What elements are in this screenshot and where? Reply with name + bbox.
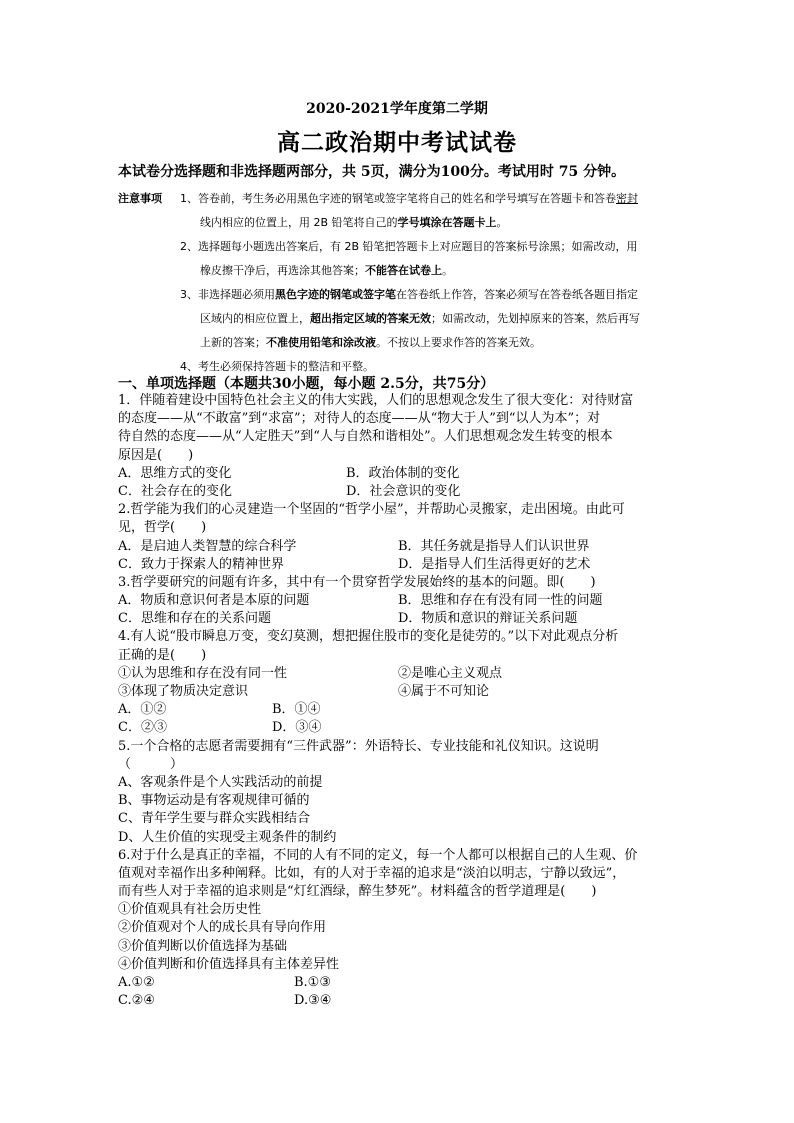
option-b: B．①④ bbox=[272, 702, 321, 718]
notes-label: 注意事项 bbox=[118, 192, 162, 205]
question-4-stem-1: 4.有人说“股市瞬息万变，变幻莫测，想把握住股市的变化是徒劳的。”以下对此观点分析 bbox=[118, 629, 619, 645]
option-d: D．社会意识的变化 bbox=[346, 483, 461, 499]
statement-4: ④属于不可知论 bbox=[398, 684, 490, 699]
question-1-stem-2: 的态度——从“不敢富”到“求富”；对待人的态度——从“物大于人”到“以人为本”；对 bbox=[118, 411, 601, 427]
question-5-stem-1: 5.一个合格的志愿者需要拥有“三件武器”：外语特长、专业技能和礼仪知识。这说明 bbox=[118, 738, 599, 754]
option-c: C.②④ bbox=[118, 993, 155, 1009]
option-c: C．社会存在的变化 bbox=[118, 483, 232, 499]
note-3-text-d: 区域内的相应位置上， bbox=[200, 312, 310, 325]
statement-3: ③体现了物质决定意识 bbox=[118, 684, 249, 699]
note-1-text-a: 1、答卷前，考生务必用黑色字迹的钢笔或签字笔将自己的姓名和学号填写在答题卡和答卷 bbox=[180, 192, 616, 205]
question-6-statement-3: ③价值判断以价值选择为基础 bbox=[118, 938, 288, 954]
note-3-text-h: 不准使用铅笔和涂改液 bbox=[266, 336, 376, 349]
note-1-text-c: 线内相应的位置上，用 2B 铅笔将自己的 bbox=[200, 216, 398, 229]
question-6-options-row-1 bbox=[118, 974, 680, 992]
note-3-text-e: 超出指定区域的答案无效 bbox=[310, 312, 431, 325]
question-3-stem-1: 3.哲学要研究的问题有许多，其中有一个贯穿哲学发展始终的基本的问题。即( ) bbox=[118, 574, 596, 590]
note-1-text-e: 。 bbox=[496, 216, 508, 229]
option-b: B．其任务就是指导人们认识世界 bbox=[398, 538, 590, 554]
exam-intro: 本试卷分选择题和非选择题两部分，共 5页，满分为100分。考试用时 75 分钟。 bbox=[118, 164, 626, 180]
option-b: B.①③ bbox=[294, 975, 331, 990]
statement-1: ①认为思维和存在没有同一性 bbox=[118, 665, 288, 681]
question-4-statements-row-2 bbox=[118, 683, 680, 701]
note-3-text-a: 3、非选择题必须用 bbox=[180, 288, 275, 301]
question-5-option-d: D、人生价值的实现受主观条件的制约 bbox=[118, 829, 337, 845]
note-2-text-c: 不能答在试卷上 bbox=[365, 264, 442, 277]
option-c: C．思维和存在的关系问题 bbox=[118, 611, 271, 627]
question-4-options-row-1 bbox=[118, 701, 680, 719]
question-5-option-b: B、事物运动是有客观规律可循的 bbox=[118, 793, 310, 809]
question-2-stem-2: 见，哲学( ) bbox=[118, 520, 207, 536]
question-1-stem-4: 原因是( ) bbox=[118, 447, 194, 463]
statement-2: ②是唯心主义观点 bbox=[398, 665, 503, 681]
note-3-text-g: 上新的答案； bbox=[200, 336, 266, 349]
question-1-options-row-1 bbox=[118, 465, 680, 483]
question-4-stem-2: 正确的是( ) bbox=[118, 647, 207, 663]
section-heading: 一、单项选择题（本题共30小题，每小题 2.5分，共75分） bbox=[118, 376, 495, 392]
note-1-cont bbox=[200, 211, 700, 235]
option-d: D．③④ bbox=[272, 720, 322, 736]
question-list bbox=[118, 392, 680, 1010]
question-6-stem-3: 而有些人对于幸福的追求则是“灯红酒绿，醉生梦死”。材料蕴含的哲学道理是( ) bbox=[118, 884, 597, 900]
question-5-stem-2: （ ） bbox=[118, 756, 184, 772]
option-a: A．①② bbox=[118, 702, 167, 718]
note-4: 4、考生必须保持答题卡的整洁和平整。 bbox=[180, 360, 374, 373]
question-1-stem-1: 1．伴随着建设中国特色社会主义的伟大实践，人们的思想观念发生了很大变化：对待财富 bbox=[118, 393, 634, 408]
exam-title: 高二政治期中考试试卷 bbox=[277, 129, 517, 156]
question-5-option-a: A、客观条件是个人实践活动的前提 bbox=[118, 774, 323, 790]
question-4-statements-row-1 bbox=[118, 665, 680, 683]
note-3-cont bbox=[200, 307, 700, 331]
question-6-stem-1: 6.对于什么是真正的幸福，不同的人有不同的定义，每一个人都可以根据自己的人生观、价 bbox=[118, 847, 638, 863]
note-3-text-c: 在答卷纸上作答，答案必须写在答卷纸各题目指定 bbox=[396, 288, 638, 301]
note-3-text-i: 。不按以上要求作答的答案无效。 bbox=[376, 336, 541, 349]
option-c: C．②③ bbox=[118, 720, 167, 736]
option-a: A．是启迪人类智慧的综合科学 bbox=[118, 538, 297, 554]
note-3-text-f: ；如需改动，先划掉原来的答案，然后再写 bbox=[431, 312, 640, 325]
note-3-text-b: 黑色字迹的钢笔或签字笔 bbox=[275, 288, 396, 301]
question-6-statement-1: ①价值观具有社会历史性 bbox=[118, 902, 262, 918]
question-2-options-row-1 bbox=[118, 538, 680, 556]
option-a: A．物质和意识何者是本原的问题 bbox=[118, 593, 310, 609]
option-a: A.①② bbox=[118, 975, 155, 990]
note-2-text-d: 。 bbox=[442, 264, 453, 277]
note-2-cont bbox=[200, 259, 700, 283]
question-6-statement-2: ②价值观对个人的成长具有导向作用 bbox=[118, 920, 327, 936]
option-d: D．物质和意识的辩证关系问题 bbox=[398, 611, 578, 627]
option-d: D.③④ bbox=[294, 993, 332, 1009]
option-b: B．政治体制的变化 bbox=[346, 465, 460, 481]
question-1-options-row-2 bbox=[118, 483, 680, 501]
question-6-statement-4: ④价值判断和价值选择具有主体差异性 bbox=[118, 956, 340, 972]
note-2-text-b: 橡皮擦干净后，再选涂其他答案； bbox=[200, 264, 365, 277]
semester-title: 2020-2021学年度第二学期 bbox=[306, 101, 488, 117]
note-3 bbox=[180, 283, 680, 307]
question-5-option-c: C、青年学生要与群众实践相结合 bbox=[118, 811, 310, 827]
note-3-cont2 bbox=[200, 331, 700, 355]
note-1-text-b: 密封 bbox=[616, 192, 638, 205]
option-b: B．思维和存在有没有同一性的问题 bbox=[398, 593, 603, 609]
option-a: A．思维方式的变化 bbox=[118, 465, 232, 481]
question-1-stem-3: 待自然的态度——从“人定胜天”到“人与自然和谐相处”。人们思想观念发生转变的根本 bbox=[118, 429, 613, 445]
question-3-options-row-2 bbox=[118, 610, 680, 628]
question-2-stem-1: 2.哲学能为我们的心灵建造一个坚固的“哲学小屋”，并帮助心灵搬家，走出困境。由此可 bbox=[118, 502, 625, 518]
question-4-options-row-2 bbox=[118, 719, 680, 737]
question-2-options-row-2 bbox=[118, 556, 680, 574]
note-1-text-d: 学号填涂在答题卡上 bbox=[397, 216, 497, 229]
option-c: C．致力于探索人的精神世界 bbox=[118, 556, 284, 572]
question-6-stem-2: 值观对幸福作出多种阐释。比如，有的人对于幸福的追求是“淡泊以明志，宁静以致远”， bbox=[118, 865, 626, 881]
option-d: D．是指导人们生活得更好的艺术 bbox=[398, 556, 591, 572]
question-3-options-row-1 bbox=[118, 592, 680, 610]
question-6-options-row-2 bbox=[118, 992, 680, 1010]
note-1 bbox=[180, 187, 680, 211]
note-2: 2、选择题每小题选出答案后，有 2B 铅笔把答题卡上对应题目的答案标号涂黑；如需改动，用 bbox=[180, 240, 638, 253]
